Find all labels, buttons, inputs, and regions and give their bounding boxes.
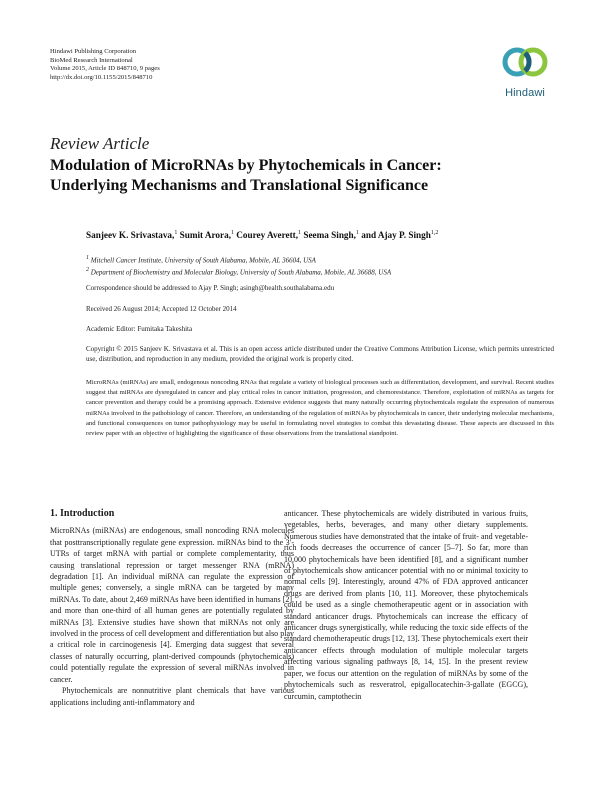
- affiliation-2: 2 Department of Biochemistry and Molecular Biology, University of South Alabama, Mobile, AL 36688, USA: [86, 267, 392, 277]
- journal-name: BioMed Research International: [50, 56, 133, 64]
- author: and Ajay P. Singh$^{1,2}$: [361, 230, 439, 241]
- author: Seema Singh,$^1$: [303, 230, 359, 241]
- title-line-1: Modulation of MicroRNAs by Phytochemicals in Cancer:: [50, 157, 442, 174]
- affiliation-1: 1 Mitchell Cancer Institute, University of South Alabama, Mobile, AL 36604, USA: [86, 255, 316, 265]
- author-list: [86, 230, 566, 240]
- body-paragraph: Phytochemicals are nonnutritive plant chemicals that have various applications including anti-inflammatory and: [50, 686, 294, 707]
- right-column: [284, 508, 528, 702]
- author: Sanjeev K. Srivastava,$^1$: [86, 230, 178, 241]
- section-heading: 1. Introduction: [50, 508, 115, 519]
- publication-info: [50, 48, 160, 82]
- received-dates: Received 26 August 2014; Accepted 12 October 2014: [86, 305, 237, 313]
- author: Sumit Arora,$^1$: [179, 230, 234, 241]
- correspondence: Correspondence should be addressed to Ajay P. Singh; asingh@health.southalabama.edu: [86, 284, 335, 292]
- doi-link[interactable]: http://dx.doi.org/10.1155/2015/848710: [50, 73, 153, 81]
- left-column: [50, 508, 294, 708]
- author: Courey Averett,$^1$: [236, 230, 302, 241]
- copyright-notice: Copyright © 2015 Sanjeev K. Srivastava et al. This is an open access article distributed under the Creative Commons Attribution License, which permits unrestricted use, distribution, and reproduction in any medium, provided the original work is properly cited.: [86, 345, 554, 363]
- title-line-2: Underlying Mechanisms and Translational Significance: [50, 177, 429, 194]
- hindawi-logo-text: Hindawi: [505, 87, 545, 99]
- article-title: [50, 156, 560, 196]
- body-paragraph: anticancer. These phytochemicals are widely distributed in various fruits, vegetables, herbs, beverages, and many other dietary supplements. Numerous studies have demonstrated that the intake of fruit- and vegetable-rich foods decreases the occurrence of cancer [5–7]. So far, more than 10,000 phytochemicals have been identified [8], and a significant number of phytochemicals show anticancer potential with no or minimal toxicity to normal cells [9]. Interestingly, around 47% of FDA approved anticancer drugs are derived from plants [10, 11]. Moreover, these phytochemicals could be used as a single chemotherapeutic agent or in association with standard anticancer drugs. Phytochemicals can increase the efficacy of anticancer drugs synergistically, while reducing the toxic side effects of the standard chemotherapeutic drugs [12, 13]. These phytochemicals exert their anticancer effects through modulation of multiple molecular targets affecting various signaling pathways [8, 14, 15]. In the present review paper, we focus our attention on the regulation of miRNAs by some of the phytochemicals such as resveratrol, epigallocatechin-3-gallate (EGCG), curcumin, camptothecin: [284, 509, 528, 701]
- academic-editor: Academic Editor: Fumitaka Takeshita: [86, 325, 193, 333]
- volume-line: Volume 2015, Article ID 848710, 9 pages: [50, 65, 160, 73]
- article-type: Review Article: [50, 134, 150, 153]
- hindawi-logo: [498, 40, 552, 108]
- publisher-name: Hindawi Publishing Corporation: [50, 48, 137, 55]
- hindawi-logo-icon: [498, 40, 552, 86]
- body-paragraph: MicroRNAs (miRNAs) are endogenous, small noncoding RNA molecules that posttranscriptionally regulate gene expression. miRNAs bind to the 3′-UTRs of target mRNA with partial or complete complementarity, thus causing translational repression or target messenger RNA (mRNA) degradation [1]. An individual miRNA can regulate the expression of multiple genes; conversely, a single mRNA can be targeted by many miRNAs. To date, about 2,469 miRNAs have been identified in humans [2], and more than one-third of all human genes are potentially regulated by miRNAs [3]. Extensive studies have shown that miRNAs not only are involved in the process of cell development and differentiation but also play a critical role in carcinogenesis [4]. Emerging data suggest that several classes of naturally occurring, plant-derived compounds (phytochemicals) could potentially regulate the expression of several miRNAs involved in cancer.: [50, 526, 294, 684]
- abstract: MicroRNAs (miRNAs) are small, endogenous noncoding RNAs that regulate a variety of biological processes such as differentiation, development, and survival. Recent studies suggest that miRNAs are dysregulated in cancer and play critical roles in cancer initiation, progression, and chemoresistance. Therefore, exploitation of miRNAs as targets for cancer prevention and therapy could be a promising approach. Extensive evidence suggests that many naturally occurring phytochemicals regulate the expression of numerous miRNAs involved in the pathobiology of cancer. Therefore, an understanding of the regulation of miRNAs by phytochemicals in cancer, their underlying molecular mechanisms, and functional consequences on tumor pathophysiology may be useful in formulating novel strategies to combat this devastating disease. These aspects are discussed in this review paper with an objective of highlighting the significance of these observations from the translational standpoint.: [86, 379, 555, 438]
